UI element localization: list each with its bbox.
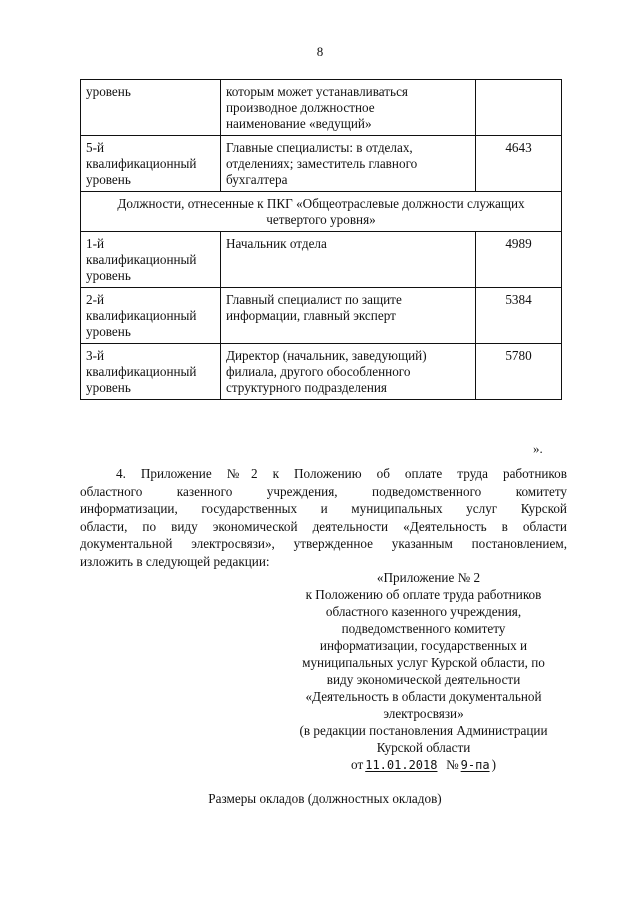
position-description-cell	[221, 288, 476, 344]
appendix-line: Курской области	[376, 740, 471, 755]
salary-cell	[476, 80, 562, 136]
table-row	[81, 232, 562, 288]
cell-line: квалификационный	[86, 308, 197, 323]
salary-table	[80, 79, 562, 400]
table-row	[81, 288, 562, 344]
number-prefix: №	[446, 757, 459, 772]
position-description-cell	[221, 136, 476, 192]
cell-line: квалификационный	[86, 364, 197, 379]
cell-line: 2-й	[86, 292, 105, 307]
cell-line: квалификационный	[86, 252, 197, 267]
cell-line: информации, главный эксперт	[226, 308, 396, 323]
resolution-date: 11.01.2018	[365, 758, 438, 772]
cell-line: квалификационный	[86, 156, 197, 171]
cell-line: 3-й	[86, 348, 105, 363]
paragraph-line: изложить в следующей редакции:	[80, 553, 270, 569]
position-description-cell	[221, 232, 476, 288]
qualification-level-cell	[81, 232, 221, 288]
cell-line: Должности, отнесенные к ПКГ «Общеотраслевые должности служащих	[117, 196, 525, 211]
qualification-level-cell	[81, 344, 221, 400]
appendix-line: к Положению об оплате труда работников	[305, 587, 542, 602]
cell-line: бухгалтера	[226, 172, 288, 187]
cell-line: уровень	[86, 172, 131, 187]
qualification-level-cell	[81, 136, 221, 192]
appendix-line: муниципальных услуг Курской области, по	[302, 655, 545, 670]
cell-line: которым может устанавливаться	[226, 84, 408, 99]
cell-line: отделениях; заместитель главного	[226, 156, 418, 171]
cell-line: Начальник отдела	[226, 236, 327, 251]
appendix-line: «Приложение № 2	[376, 570, 481, 585]
cell-line: Главные специалисты: в отделах,	[226, 140, 413, 155]
cell-line: производное должностное	[226, 100, 375, 115]
cell-line: уровень	[86, 380, 131, 395]
cell-line: структурного подразделения	[226, 380, 387, 395]
group-header-cell	[81, 192, 562, 232]
qualification-level-cell	[81, 288, 221, 344]
appendix-line: виду экономической деятельности	[326, 672, 521, 687]
table-group-row	[81, 192, 562, 232]
table-row	[81, 80, 562, 136]
cell-line: четвертого уровня»	[266, 212, 376, 227]
closing-quote: ».	[533, 441, 543, 456]
salary-cell: 4989	[476, 232, 562, 288]
appendix-line: (в редакции постановления Администрации	[299, 723, 548, 738]
salary-cell: 5384	[476, 288, 562, 344]
salary-cell: 4643	[476, 136, 562, 192]
page-number: 8	[316, 44, 324, 59]
paragraph-line: информатизации, государственных и муниципальных услуг Курской	[80, 501, 567, 516]
appendix-line: «Деятельность в области документальной	[305, 689, 542, 704]
resolution-number: 9-па	[460, 758, 490, 772]
paragraph-line: документальной электросвязи», утвержденное указанным постановлением,	[80, 536, 567, 551]
paragraph-line: области, по виду экономической деятельности «Деятельность в области	[80, 518, 567, 534]
cell-line: уровень	[86, 324, 131, 339]
resolution-date-line	[280, 756, 567, 774]
appendix-line: информатизации, государственных и	[319, 638, 528, 653]
cell-line: Директор (начальник, заведующий)	[226, 348, 427, 363]
cell-line: уровень	[86, 268, 131, 283]
cell-line: 1-й	[86, 236, 105, 251]
appendix-header	[280, 569, 567, 774]
cell-line: наименование «ведущий»	[226, 116, 372, 131]
cell-line: уровень	[86, 84, 131, 99]
cell-line: Главный специалист по защите	[226, 292, 402, 307]
salary-cell: 5780	[476, 344, 562, 400]
appendix-line: подведомственного комитету	[341, 621, 506, 636]
cell-line: филиала, другого обособленного	[226, 364, 411, 379]
amendment-paragraph	[80, 465, 567, 570]
paragraph-line: 4. Приложение №2 к Положению об оплате труда работников	[116, 466, 567, 481]
appendix-line: электросвязи»	[383, 706, 464, 721]
date-prefix: от	[351, 757, 364, 772]
close-paren: )	[491, 757, 496, 772]
cell-line: 5-й	[86, 140, 105, 155]
position-description-cell	[221, 344, 476, 400]
salary-table-body	[81, 80, 562, 400]
qualification-level-cell	[81, 80, 221, 136]
paragraph-line: областного казенного учреждения, подведомственного комитету	[80, 483, 567, 499]
table-row	[81, 344, 562, 400]
table-row	[81, 136, 562, 192]
section-title: Размеры окладов (должностных окладов)	[208, 791, 442, 806]
position-description-cell	[221, 80, 476, 136]
appendix-line: областного казенного учреждения,	[325, 604, 522, 619]
